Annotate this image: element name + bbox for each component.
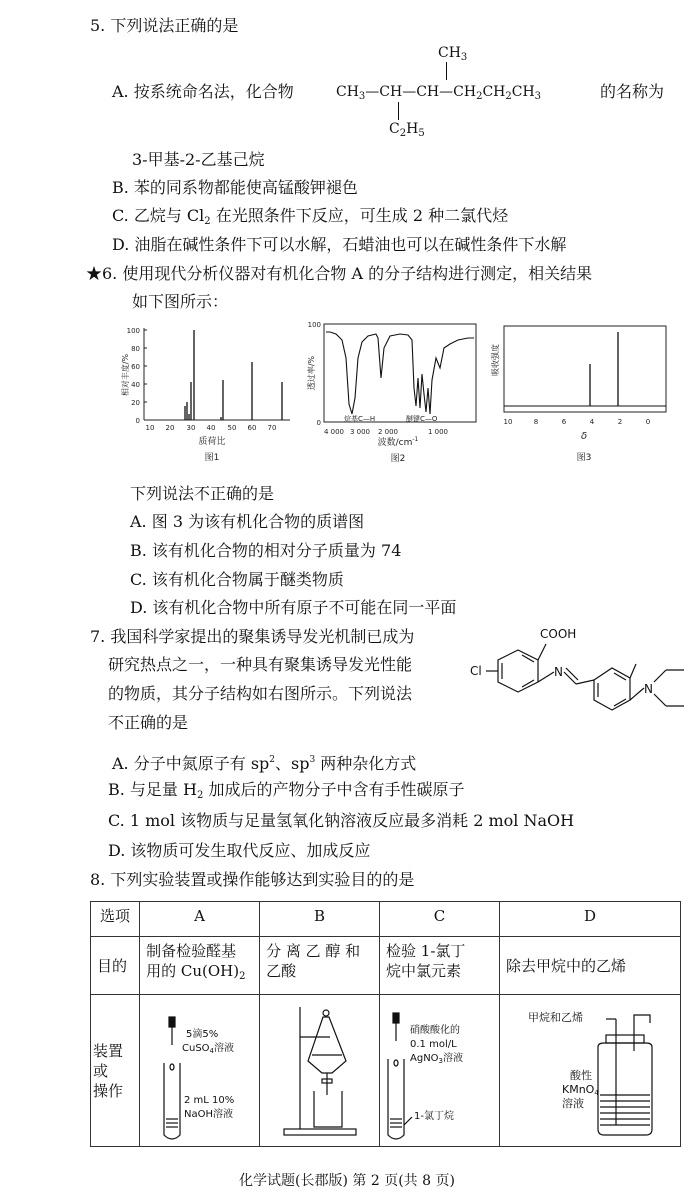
svg-text:0: 0	[645, 418, 651, 426]
q5-option-c: C. 乙烷与 $Cl_2$ 在光照条件下反应，可生成 2 种二氯代烃	[112, 206, 509, 227]
cell-b-device	[260, 995, 380, 1147]
q6-question: 下列说法不正确的是	[130, 484, 275, 503]
svg-text:30: 30	[186, 424, 196, 432]
svg-text:20: 20	[131, 399, 140, 407]
svg-text:8: 8	[533, 418, 539, 426]
q5-option-a-name: 3-甲基-2-乙基己烷	[132, 150, 265, 169]
row-label-purpose: 目的	[91, 937, 140, 995]
q7-stem-line4: 不正确的是	[108, 713, 189, 732]
figure-3-nmr-spectrum	[492, 320, 672, 470]
cell-a-purpose: 制备检验醛基 用的 $Cu(OH)_2$	[140, 937, 260, 995]
q5-stem: 5. 下列说法正确的是	[90, 16, 239, 35]
svg-text:60: 60	[131, 363, 140, 371]
svg-text:10: 10	[503, 418, 513, 426]
cell-d-purpose: 除去甲烷中的乙烯	[500, 937, 681, 995]
header-a: A	[140, 902, 260, 937]
svg-text:相对丰度/%: 相对丰度/%	[121, 353, 130, 397]
apparatus-d-gas-washing-bottle	[500, 995, 680, 1143]
svg-text:质荷比: 质荷比	[198, 437, 226, 447]
svg-text:3 000: 3 000	[349, 428, 371, 436]
q6-option-b: B. 该有机化合物的相对分子质量为 74	[130, 541, 402, 560]
apparatus-a-dropper-tube	[140, 995, 258, 1143]
table-header-row	[91, 902, 681, 937]
svg-text:20: 20	[165, 424, 175, 432]
svg-text:N: N	[644, 682, 653, 696]
svg-text:δ: δ	[580, 431, 588, 442]
svg-text:10: 10	[145, 424, 155, 432]
svg-text:透过率/%: 透过率/%	[307, 355, 316, 391]
row-label-device: 装置或 操作	[91, 995, 140, 1147]
svg-text:0: 0	[316, 419, 321, 427]
header-c: C	[380, 902, 500, 937]
header-option: 选项	[91, 902, 140, 937]
svg-text:60: 60	[247, 424, 257, 432]
q6-option-c: C. 该有机化合物属于醚类物质	[130, 570, 344, 589]
q7-option-d: D. 该物质可发生取代反应、加成反应	[108, 841, 371, 860]
svg-text:吸收强度: 吸收强度	[491, 344, 500, 376]
svg-text:80: 80	[131, 345, 140, 353]
svg-text:NaOH溶液: NaOH溶液	[184, 1109, 234, 1120]
q5-option-a-tail: 的名称为	[600, 82, 665, 101]
q6-stem-line1: ★6. 使用现代分析仪器对有机化合物 A 的分子结构进行测定，相关结果	[86, 264, 593, 283]
svg-text:1-氯丁烷: 1-氯丁烷	[414, 1111, 454, 1122]
q7-option-b: B. 与足量 $H_2$ 加成后的产物分子中含有手性碳原子	[108, 780, 465, 801]
svg-text:甲烷和乙烯: 甲烷和乙烯	[528, 1011, 583, 1024]
svg-text:溶液: 溶液	[562, 1097, 584, 1110]
q8-stem: 8. 下列实验装置或操作能够达到实验目的的是	[90, 870, 415, 889]
svg-text:硝酸酸化的: 硝酸酸化的	[410, 1025, 461, 1036]
svg-text:100: 100	[126, 327, 140, 335]
q6-option-a: A. 图 3 为该有机化合物的质谱图	[130, 512, 365, 531]
svg-text:2 000: 2 000	[377, 428, 399, 436]
svg-text:0: 0	[135, 417, 140, 425]
table-row-purpose	[91, 937, 681, 995]
svg-text:40: 40	[206, 424, 216, 432]
table-row-device	[91, 995, 681, 1147]
svg-text:0.1 mol/L: 0.1 mol/L	[410, 1039, 457, 1050]
svg-text:图1: 图1	[204, 453, 220, 463]
q6-stem-line2: 如下图所示：	[132, 292, 229, 311]
cell-c-purpose: 检验 1-氯丁 烷中氯元素	[380, 937, 500, 995]
svg-text:4 000: 4 000	[323, 428, 345, 436]
svg-text:50: 50	[227, 424, 237, 432]
q5-option-a: A. 按系统命名法，化合物	[112, 82, 294, 101]
header-b: B	[260, 902, 380, 937]
svg-text:波数/cm-1: 波数$/cm^{-1}$	[377, 436, 419, 448]
figure-2-ir-spectrum	[308, 318, 480, 470]
svg-text:COOH: COOH	[540, 627, 577, 641]
svg-text:AgNO3溶液: AgNO$_3$溶液	[410, 1053, 464, 1065]
svg-text:酸性: 酸性	[570, 1069, 592, 1082]
cell-d-device	[500, 995, 681, 1147]
cell-a-device	[140, 995, 260, 1147]
svg-text:图3: 图3	[576, 453, 592, 463]
q7-option-c: C. 1 mol 该物质与足量氢氧化钠溶液反应最多消耗 2 mol NaOH	[108, 811, 575, 830]
svg-text:图2: 图2	[390, 454, 406, 464]
svg-text:烷基C—H: 烷基C—H	[344, 415, 376, 423]
svg-text:100: 100	[307, 321, 321, 329]
q6-option-d: D. 该有机化合物中所有原子不可能在同一平面	[130, 598, 457, 617]
apparatus-c-dropper-tube	[380, 995, 498, 1143]
svg-text:4: 4	[589, 418, 595, 426]
svg-text:KMnO4: KMnO4	[562, 1083, 599, 1097]
svg-text:70: 70	[267, 424, 277, 432]
ir-trace	[326, 332, 474, 414]
svg-text:N: N	[554, 665, 563, 679]
cell-c-device	[380, 995, 500, 1147]
q7-stem-line3: 的物质，其分子结构如右图所示。下列说法	[108, 684, 413, 703]
q5-option-d: D. 油脂在碱性条件下可以水解，石蜡油也可以在碱性条件下水解	[112, 235, 567, 254]
svg-text:2 mL 10%: 2 mL 10%	[184, 1095, 235, 1106]
page-footer: 化学试题(长郡版) 第 2 页(共 8 页)	[239, 1173, 455, 1189]
figure-1-mass-spectrum	[122, 320, 294, 470]
svg-text:CuSO4溶液: CuSO$_4$溶液	[182, 1043, 235, 1055]
svg-text:40: 40	[131, 381, 140, 389]
header-d: D	[500, 902, 681, 937]
q7-stem-line1: 7. 我国科学家提出的聚集诱导发光机制已成为	[90, 627, 415, 646]
svg-text:2: 2	[617, 418, 623, 426]
cell-b-purpose: 分 离 乙 醇 和 乙酸	[260, 937, 380, 995]
svg-text:6: 6	[561, 418, 567, 426]
svg-text:5滴5%: 5滴5%	[186, 1029, 219, 1040]
svg-text:Cl: Cl	[470, 664, 482, 678]
q7-option-a: A. 分子中氮原子有 $sp^2$、$sp^3$ 两种杂化方式	[112, 754, 417, 773]
apparatus-b-separatory-funnel	[260, 995, 378, 1143]
q7-molecule-structure	[470, 622, 684, 718]
svg-text:醚键C—O: 醚键C—O	[406, 415, 438, 423]
q7-stem-line2: 研究热点之一，一种具有聚集诱导发光性能	[108, 655, 413, 674]
q8-options-table	[90, 901, 681, 1147]
q5-option-b: B. 苯的同系物都能使高锰酸钾褪色	[112, 178, 358, 197]
svg-text:1 000: 1 000	[427, 428, 449, 436]
